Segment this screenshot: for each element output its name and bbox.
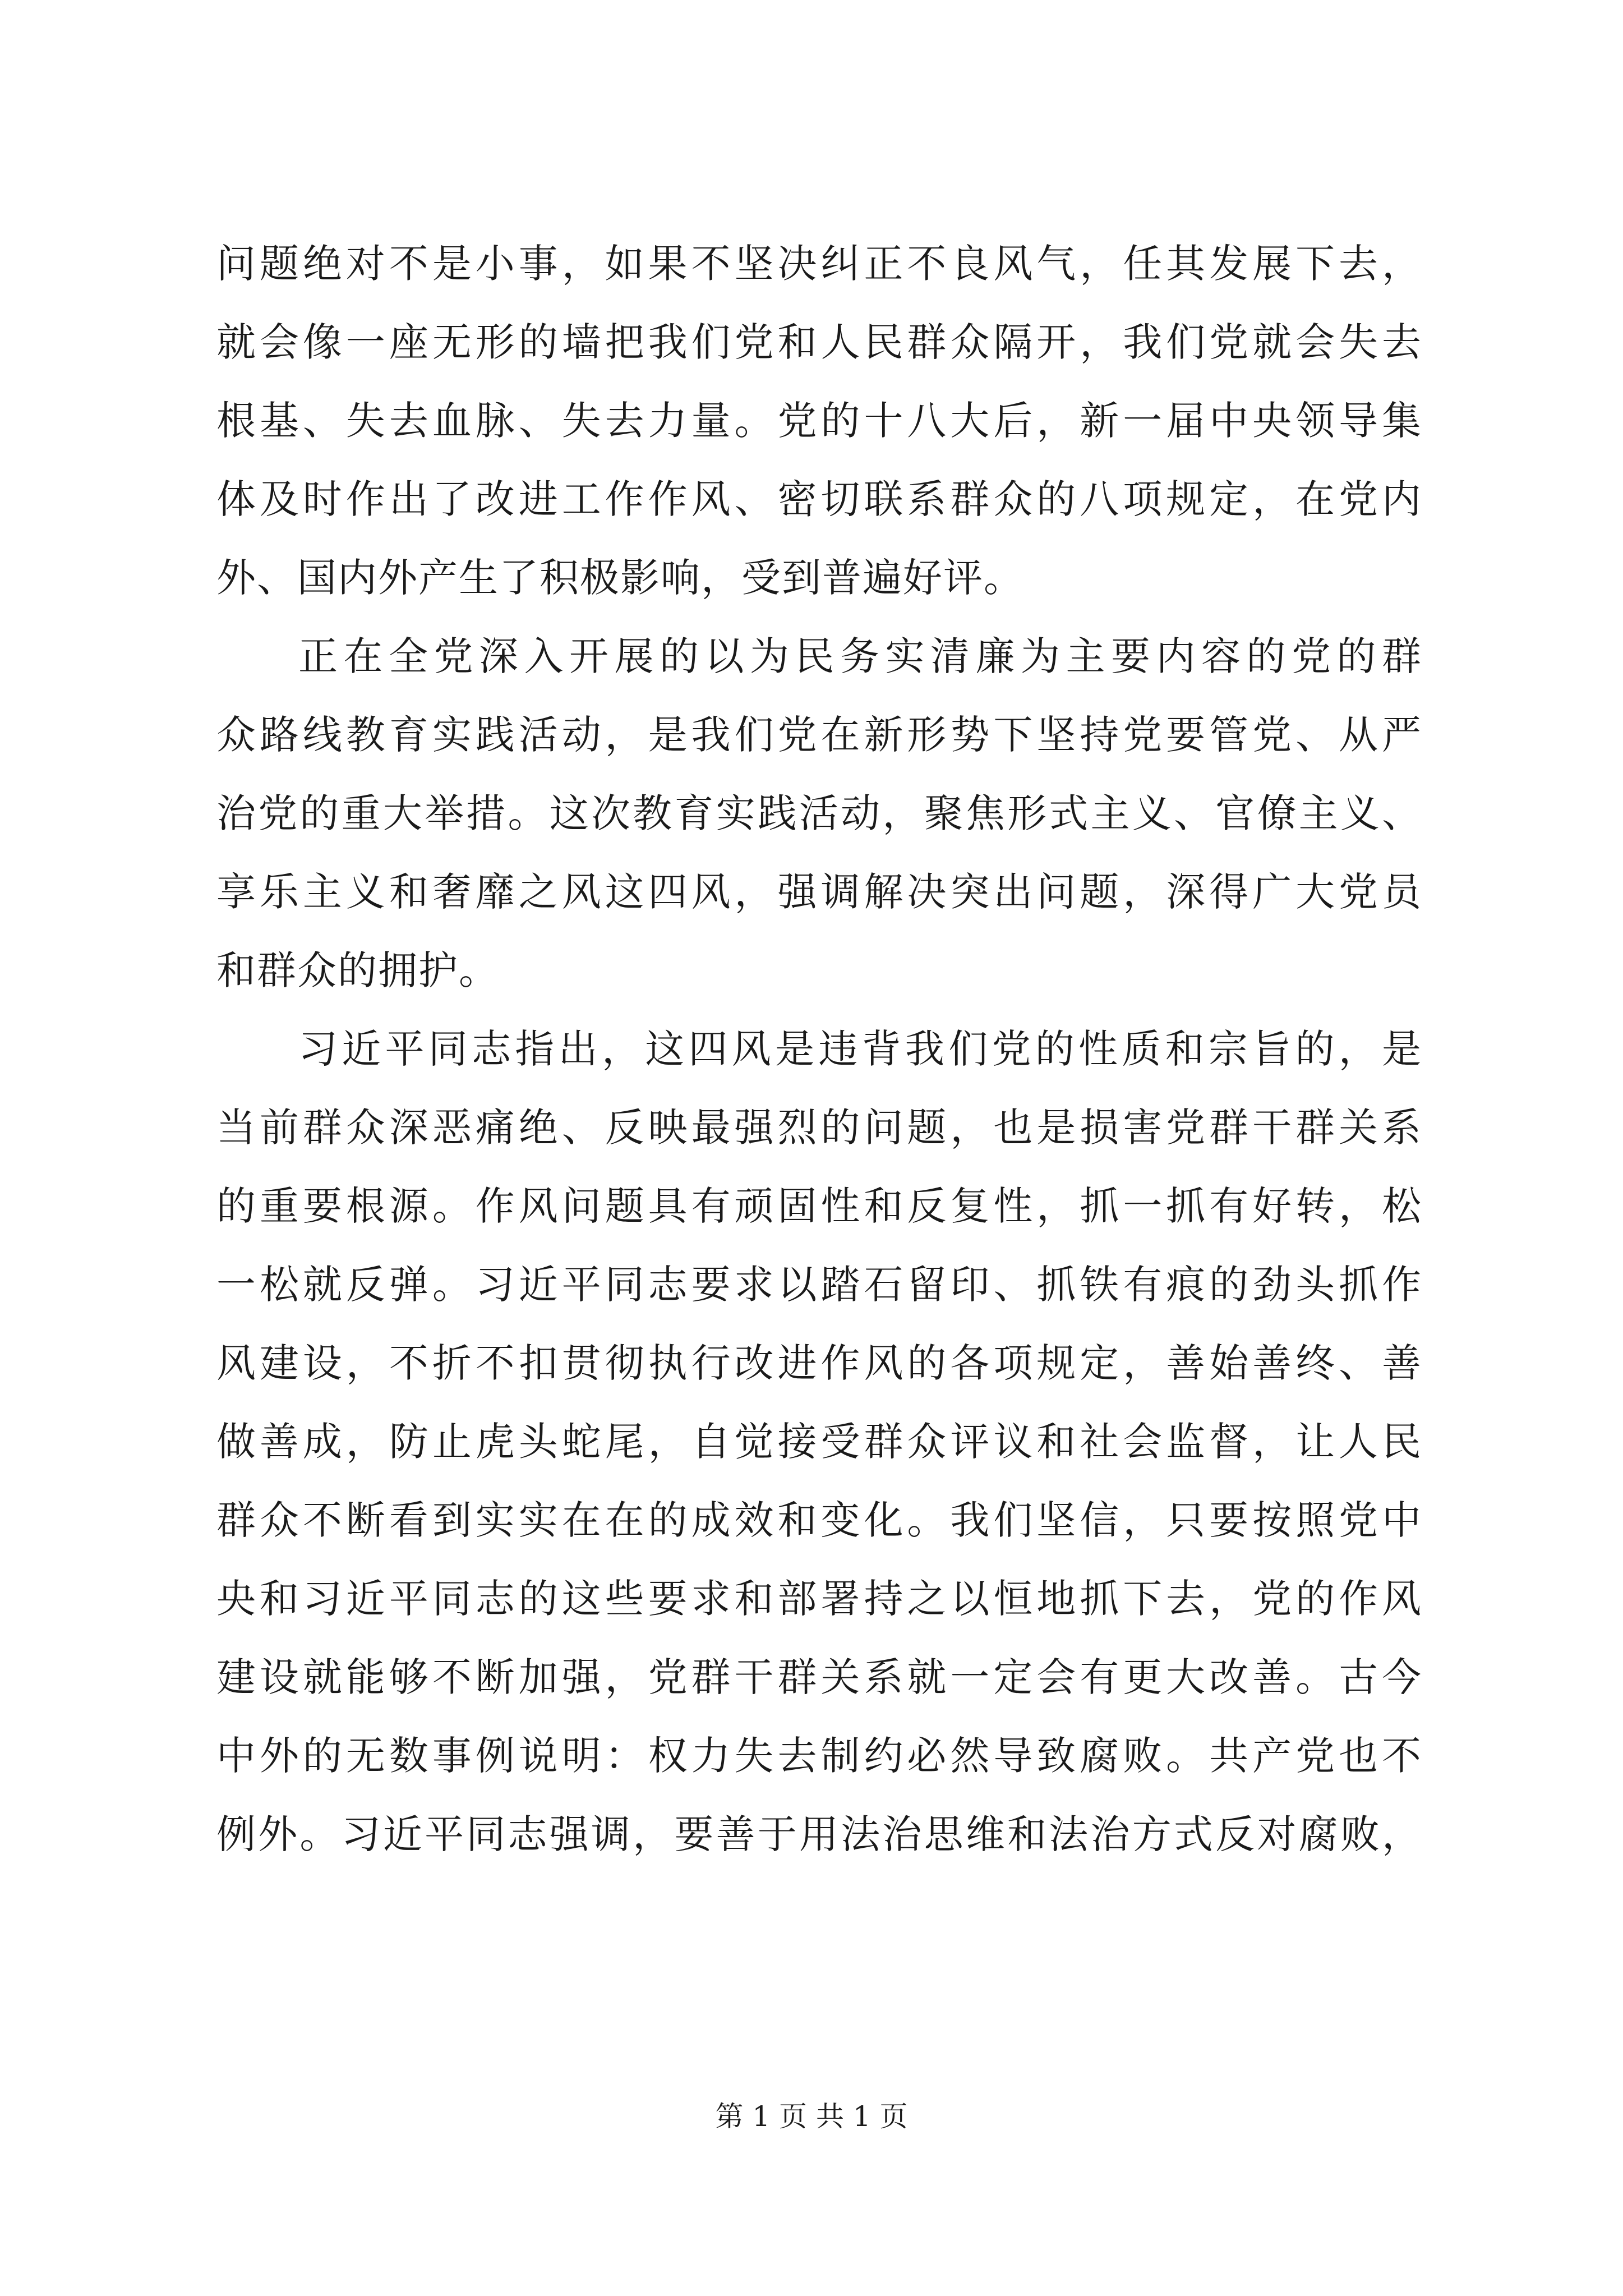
text-line: 正在全党深入开展的以为民务实清廉为主要内容的党的群 xyxy=(298,633,1422,679)
text-line: 风建设，不折不扣贯彻执行改进作风的各项规定，善始善终、善 xyxy=(216,1340,1422,1386)
text-line: 根基、失去血脉、失去力量。党的十八大后，新一届中央领导集 xyxy=(216,398,1422,444)
text-line: 例外。习近平同志强调，要善于用法治思维和法治方式反对腐败， xyxy=(216,1811,1422,1857)
text-line: 当前群众深恶痛绝、反映最强烈的问题，也是损害党群干群关系 xyxy=(216,1105,1422,1151)
text-line: 治党的重大举措。这次教育实践活动，聚焦形式主义、官僚主义、 xyxy=(216,790,1422,836)
text-line: 体及时作出了改进工作作风、密切联系群众的八项规定，在党内 xyxy=(216,476,1422,522)
text-line: 习近平同志指出，这四风是违背我们党的性质和宗旨的，是 xyxy=(298,1026,1422,1072)
text-line: 众路线教育实践活动，是我们党在新形势下坚持党要管党、从严 xyxy=(216,712,1422,758)
text-line: 中外的无数事例说明：权力失去制约必然导致腐败。共产党也不 xyxy=(216,1733,1422,1779)
text-line: 的重要根源。作风问题具有顽固性和反复性，抓一抓有好转，松 xyxy=(216,1183,1422,1229)
body-text xyxy=(216,224,1422,1874)
text-line: 做善成，防止虎头蛇尾，自觉接受群众评议和社会监督，让人民 xyxy=(216,1419,1422,1465)
text-line: 建设就能够不断加强，党群干群关系就一定会有更大改善。古今 xyxy=(216,1654,1422,1700)
text-line: 一松就反弹。习近平同志要求以踏石留印、抓铁有痕的劲头抓作 xyxy=(216,1262,1422,1308)
text-line: 问题绝对不是小事，如果不坚决纠正不良风气，任其发展下去， xyxy=(216,241,1422,287)
page-footer xyxy=(0,2097,1623,2136)
text-line: 就会像一座无形的墙把我们党和人民群众隔开，我们党就会失去 xyxy=(216,319,1422,365)
page-number-label: 第 1 页 共 1 页 xyxy=(715,2100,908,2133)
text-line: 央和习近平同志的这些要求和部署持之以恒地抓下去，党的作风 xyxy=(216,1576,1422,1622)
text-line: 和群众的拥护。 xyxy=(216,947,499,993)
text-line: 外、国内外产生了积极影响，受到普遍好评。 xyxy=(216,555,1024,601)
text-line: 群众不断看到实实在在的成效和变化。我们坚信，只要按照党中 xyxy=(216,1497,1422,1543)
text-line: 享乐主义和奢靡之风这四风，强调解决突出问题，深得广大党员 xyxy=(216,869,1422,915)
